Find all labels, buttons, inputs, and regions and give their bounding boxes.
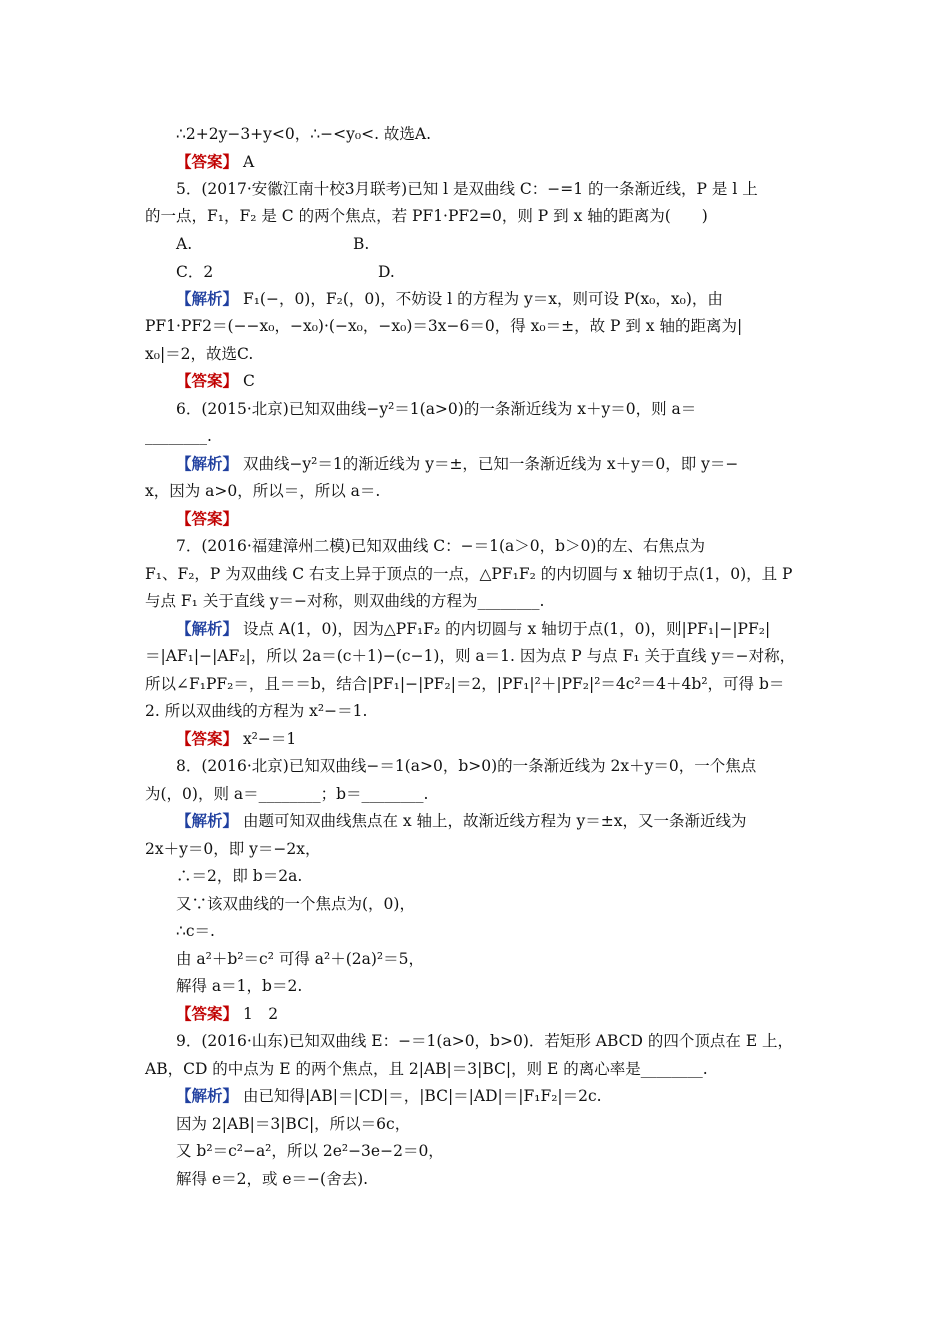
text-line <box>176 948 424 970</box>
line-text: 解得 a＝1，b＝2. <box>176 977 303 995</box>
text-line <box>145 315 742 337</box>
question-6-line <box>176 398 696 420</box>
line-text: 9．(2016·山东)已知双曲线 E：−＝1(a>0，b>0)．若矩形 ABCD 的四个顶点在 E 上， <box>176 1032 794 1050</box>
answer-line <box>176 151 254 173</box>
line-text: 所以∠F₁PF₂＝，且＝＝b，结合|PF₁|−|PF₂|＝2，|PF₁|²＋|PF₂|²＝4c²＝4＋4b²，可得 b＝ <box>145 675 785 693</box>
line-text: 1 2 <box>238 1005 279 1023</box>
text-line <box>145 783 428 805</box>
text-line <box>145 700 367 722</box>
line-text: 设点 A(1，0)，因为△PF₁F₂ 的内切圆与 x 轴切于点(1，0)，则|PF₁|−|PF₂| <box>238 620 771 638</box>
option-b <box>353 233 369 255</box>
line-text: F₁、F₂，P 为双曲线 C 右支上异于顶点的一点，△PF₁F₂ 的内切圆与 x 轴切于点(1，0)，且 P <box>145 565 793 583</box>
text-line <box>145 343 253 365</box>
answer-tag: 【答案】 <box>176 729 239 748</box>
analysis-tag: 【解析】 <box>176 619 239 638</box>
line-text: ＝|AF₁|−|AF₂|，所以 2a＝(c＋1)−(c−1)，则 a＝1. 因为点 P 与点 F₁ 关于直线 y＝−对称， <box>145 647 796 665</box>
answer-tag: 【答案】 <box>176 509 239 528</box>
line-text: 又 b²＝c²−a²，所以 2e²−3e−2＝0， <box>176 1142 444 1160</box>
line-text: x，因为 a>0，所以＝，所以 a＝. <box>145 482 381 500</box>
line-text: B. <box>353 235 370 253</box>
line-text: ________. <box>145 427 212 445</box>
line-text: 由已知得|AB|＝|CD|＝，|BC|＝|AD|＝|F₁F₂|＝2c. <box>238 1087 602 1105</box>
line-text: 由题可知双曲线焦点在 x 轴上，故渐近线方程为 y＝±x，又一条渐近线为 <box>238 812 747 830</box>
question-9-line <box>176 1030 793 1052</box>
answer-line <box>176 370 255 392</box>
analysis-tag: 【解析】 <box>176 811 239 830</box>
line-text: AB，CD 的中点为 E 的两个焦点，且 2|AB|＝3|BC|，则 E 的离心率是________. <box>145 1060 708 1078</box>
answer-line <box>176 728 296 750</box>
line-text: ∴2+2y−3+y<0，∴−<y₀<. 故选A. <box>176 125 432 143</box>
line-text: 与点 F₁ 关于直线 y＝−对称，则双曲线的方程为________. <box>145 592 545 610</box>
option-c <box>176 261 213 283</box>
analysis-line <box>176 618 770 640</box>
text-line <box>145 205 708 227</box>
question-5-line <box>176 178 758 200</box>
line-text: 解得 e＝2，或 e＝−(舍去). <box>176 1170 369 1188</box>
analysis-line <box>176 453 738 475</box>
text-line <box>176 920 215 942</box>
line-text: x₀|＝2，故选C. <box>145 345 254 363</box>
text-line <box>145 673 784 695</box>
text-line <box>176 893 415 915</box>
analysis-tag: 【解析】 <box>176 1086 239 1105</box>
text-line <box>176 865 302 887</box>
line-text: 为(，0)，则 a＝________；b＝________. <box>145 785 429 803</box>
line-text: C <box>238 372 255 390</box>
text-line <box>145 645 795 667</box>
line-text: 2. 所以双曲线的方程为 x²−＝1. <box>145 702 368 720</box>
answer-line <box>176 1003 278 1025</box>
line-text: A. <box>176 235 193 253</box>
line-text: 双曲线−y²＝1的渐近线为 y＝±，已知一条渐近线为 x＋y＝0，即 y＝− <box>238 455 739 473</box>
question-7-line <box>176 535 705 557</box>
question-8-line <box>176 755 756 777</box>
line-text: F₁(−，0)，F₂(，0)，不妨设 l 的方程为 y＝x，则可设 P(x₀，x₀)，由 <box>238 290 723 308</box>
answer-tag: 【答案】 <box>176 1004 239 1023</box>
text-line <box>176 1168 368 1190</box>
text-line <box>176 1113 410 1135</box>
line-text: C．2 <box>176 263 214 281</box>
answer-line <box>176 508 238 530</box>
analysis-tag: 【解析】 <box>176 454 239 473</box>
text-line <box>145 480 380 502</box>
line-text: 2x＋y＝0，即 y＝−2x， <box>145 840 321 858</box>
option-a <box>176 233 192 255</box>
line-text: 由 a²＋b²＝c² 可得 a²＋(2a)²＝5， <box>176 950 424 968</box>
line-text: x²−＝1 <box>238 730 297 748</box>
text-line <box>145 590 544 612</box>
text-line <box>145 838 321 860</box>
text-line <box>176 1140 444 1162</box>
line-text: ∴＝2，即 b＝2a. <box>176 867 303 885</box>
line-text: 的一点，F₁，F₂ 是 C 的两个焦点，若 PF1·PF2=0，则 P 到 x 轴的距离为( ) <box>145 207 708 225</box>
line-text: 因为 2|AB|＝3|BC|，所以＝6c， <box>176 1115 411 1133</box>
answer-tag: 【答案】 <box>176 152 239 171</box>
text-line <box>145 563 793 585</box>
analysis-line <box>176 1085 602 1107</box>
analysis-line <box>176 288 723 310</box>
option-d <box>378 261 395 283</box>
text-line <box>176 975 302 997</box>
line-text: 8．(2016·北京)已知双曲线−＝1(a>0，b>0)的一条渐近线为 2x＋y＝0，一个焦点 <box>176 757 757 775</box>
text-line <box>145 425 212 447</box>
analysis-line <box>176 810 746 832</box>
answer-tag: 【答案】 <box>176 371 239 390</box>
line-text: 又∵该双曲线的一个焦点为(，0)， <box>176 895 415 913</box>
analysis-tag: 【解析】 <box>176 289 239 308</box>
line-text: ∴c＝. <box>176 922 215 940</box>
line-text: 7．(2016·福建漳州二模)已知双曲线 C：−＝1(a＞0，b＞0)的左、右焦点为 <box>176 537 705 555</box>
line-text: 6．(2015·北京)已知双曲线−y²＝1(a>0)的一条渐近线为 x＋y＝0，则 a＝ <box>176 400 697 418</box>
line-text: D. <box>378 263 395 281</box>
text-line <box>145 1058 708 1080</box>
line-text: 5．(2017·安徽江南十校3月联考)已知 l 是双曲线 C：−=1 的一条渐近线，P 是 l 上 <box>176 180 758 198</box>
text-line <box>176 123 431 145</box>
line-text: PF1·PF2＝(−−x₀，−x₀)·(−x₀，−x₀)＝3x−6＝0，得 x₀＝±，故 P 到 x 轴的距离为| <box>145 317 743 335</box>
line-text: A <box>238 153 255 171</box>
